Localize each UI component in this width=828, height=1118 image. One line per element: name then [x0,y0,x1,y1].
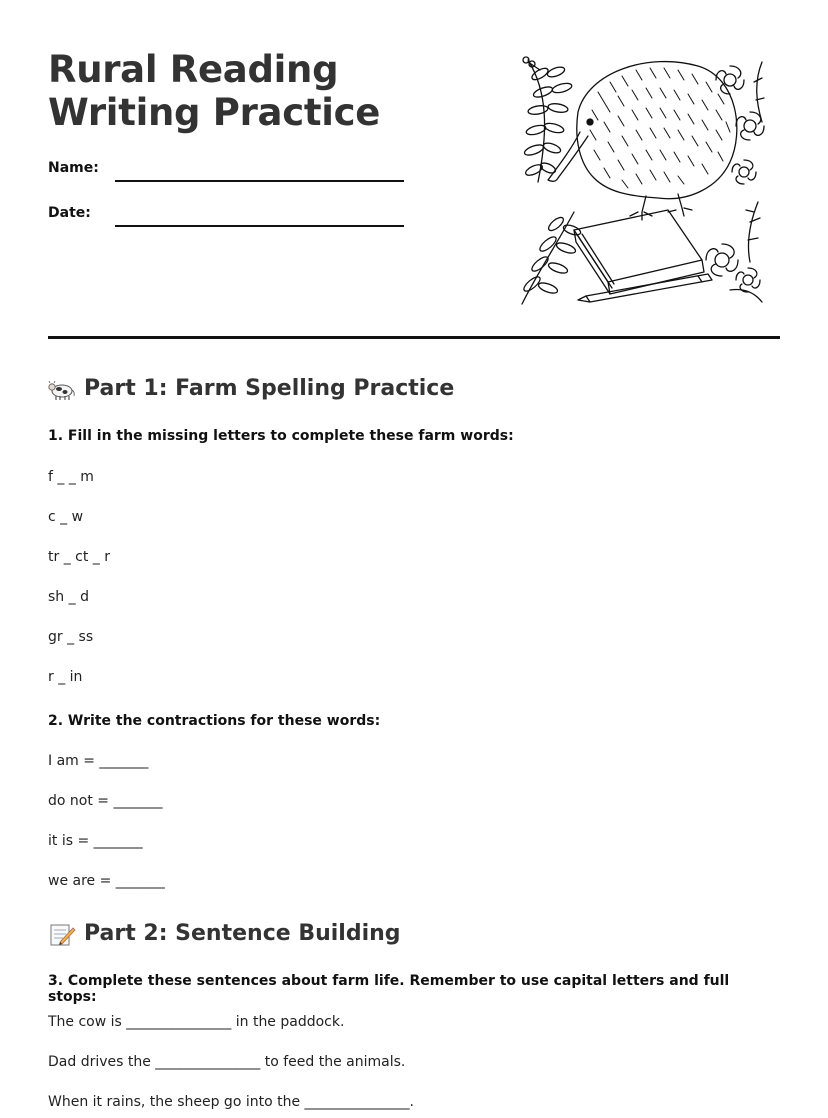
spelling-item: f _ _ m [48,469,94,485]
contraction-item: it is = _______ [48,833,143,849]
contraction-item: do not = _______ [48,793,163,809]
contraction-item: we are = _______ [48,873,165,889]
spelling-item: sh _ d [48,589,89,605]
sentence-item: Dad drives the _______________ to feed the animals. [48,1054,406,1070]
question-3-prompt: 3. Complete these sentences about farm life. Remember to use capital letters and full stops: [48,973,730,1005]
sentence-item: The cow is _______________ in the paddock. [48,1014,345,1030]
memo-pencil-icon [48,922,76,946]
part2-heading-text: Part 2: Sentence Building [84,921,401,946]
spelling-item: gr _ ss [48,629,94,645]
cow-icon [48,377,76,401]
name-label: Name: [48,160,99,176]
part2-heading [48,920,401,948]
date-field [48,205,408,235]
spelling-item: r _ in [48,669,83,685]
worksheet-page [48,0,780,1118]
date-label: Date: [48,205,91,221]
question-1-prompt: 1. Fill in the missing letters to complete these farm words: [48,428,514,444]
name-blank-line [115,180,404,182]
part1-heading [48,375,454,403]
date-blank-line [115,225,404,227]
contraction-item: I am = _______ [48,753,149,769]
spelling-item: c _ w [48,509,84,525]
name-field [48,160,408,190]
kiwi-bird-illustration-icon [518,52,770,310]
sentence-item: When it rains, the sheep go into the _______________. [48,1094,414,1110]
spelling-item: tr _ ct _ r [48,549,110,565]
part1-heading-text: Part 1: Farm Spelling Practice [84,376,455,401]
header-divider [48,336,780,339]
question-2-prompt: 2. Write the contractions for these words: [48,713,381,729]
worksheet-title: Rural Reading Writing Practice [48,48,381,134]
